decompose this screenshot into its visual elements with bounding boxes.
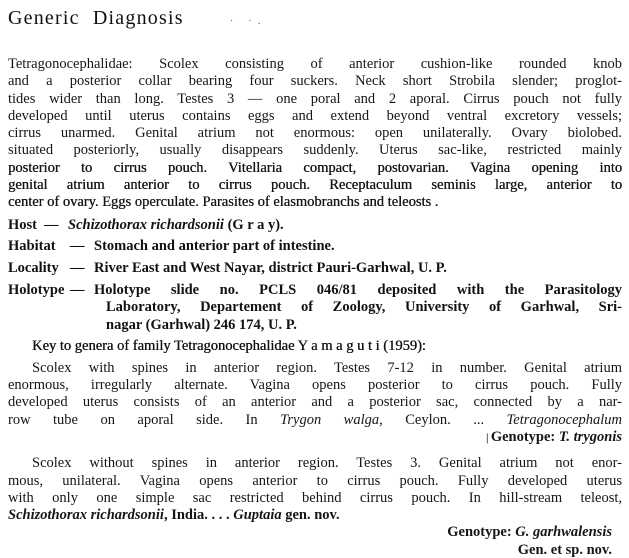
text-line: [8, 429, 622, 447]
text-segment: Stomach and anterior part of intestine.: [94, 238, 335, 255]
text-line: [94, 260, 622, 277]
text-segment: River East and West Nayar, district Pauri-Garhwal, U. P.: [94, 260, 447, 277]
text-line: [94, 299, 622, 316]
text-line: [8, 108, 622, 125]
text-line: [8, 394, 622, 411]
entry-holotype: [8, 282, 622, 334]
text-segment: with only one simple sac restricted behind cirrus pouch. In hill-stream teleost,: [8, 489, 622, 506]
text-line: [8, 412, 622, 429]
key-heading: Key to genera of family Tetragonocephalidae Y a m a g u t i (1959):: [32, 338, 426, 355]
text-segment: Schizothorax richardsonii: [8, 507, 164, 524]
text-segment: Laboratory, Departement of Zoology, University of Garhwal, Sri-: [106, 299, 622, 316]
entry-dash: —: [70, 282, 85, 299]
page-title: Generic Diagnosis: [8, 7, 184, 29]
text-segment: (G r a y).: [223, 216, 284, 233]
text-line: [8, 524, 622, 541]
key-couplet-guptaia: [8, 455, 622, 558]
text-line: [8, 490, 622, 507]
entry-host: [8, 217, 622, 234]
text-line: [8, 177, 622, 194]
entry-dash: —: [44, 216, 59, 233]
text-segment: and a posterior collar bearing four suckers. Neck short Strobila slender; proglot-: [8, 73, 622, 90]
text-segment: Tetragonocephalidae: Scolex consisting of anterior cushion-like rounded knob: [8, 56, 622, 72]
text-segment: T. trygonis: [558, 428, 622, 445]
entry-dash: —: [70, 260, 85, 277]
text-line: [8, 507, 622, 524]
text-line: [94, 238, 622, 255]
text-line: [8, 194, 622, 211]
text-segment: posterior to cirrus pouch. Vitellaria compact, postovarian. Vagina opening into: [8, 159, 622, 176]
text-segment: mous, unilateral. Vagina opens anterior to cirrus pouch. Fully developed uterus: [8, 472, 622, 489]
text-segment: Genotype:: [447, 524, 516, 541]
text-segment: situated posteriorly, usually disappears suddenly. Uterus sac-like, restricted mainly: [8, 142, 622, 159]
text-segment: Scolex with spines in anterior region. Testes 7-12 in number. Genital atrium: [32, 359, 622, 376]
key-couplet-tetragonocephalum: [8, 360, 622, 447]
text-segment: Guptaia: [233, 507, 282, 524]
text-segment: nagar (Garhwal) 246 174, U. P.: [106, 316, 297, 333]
text-segment: tides wider than long. Testes 3 — one poral and 2 aporal. Cirrus pouch not fully: [8, 90, 622, 107]
entry-dash: —: [70, 238, 85, 255]
entry-label: Habitat: [8, 238, 56, 255]
entry-text: [94, 238, 622, 255]
text-segment: cirrus unarmed. Genital atrium not enormous: open unilaterally. Ovary biolobed.: [8, 125, 622, 142]
text-line: [8, 56, 622, 73]
entry-locality: [8, 260, 622, 277]
text-segment: Schizothorax richardsonii: [68, 216, 224, 233]
text-line: [8, 73, 622, 90]
text-line: [8, 142, 622, 159]
text-segment: , India. . . .: [163, 507, 234, 524]
text-segment: center of ovary. Eggs operculate. Parasites of elasmobranchs and teleosts .: [8, 194, 439, 211]
text-line: [8, 160, 622, 177]
text-segment: Scolex without spines in anterior region. Testes 3. Genital atrium not enor-: [32, 455, 622, 472]
title-row: [8, 6, 622, 33]
text-line: [8, 377, 622, 394]
text-segment: Holotype slide no. PCLS 046/81 deposited with the Parasitology: [94, 282, 622, 299]
text-segment: enormous, irregularly alternate. Vagina opens posterior to cirrus pouch. Fully: [8, 377, 622, 394]
text-line: [94, 317, 622, 334]
text-line: [8, 455, 622, 472]
text-segment: row tube on aporal side. In: [8, 411, 281, 428]
entry-habitat: [8, 238, 622, 255]
text-segment: |: [486, 432, 491, 444]
entry-text: [94, 260, 622, 277]
scan-artifact-dots: · ·.: [229, 15, 267, 27]
text-segment: G. garhwalensis: [515, 524, 612, 541]
entry-label: Locality: [8, 260, 59, 277]
text-segment: genital atrium anterior to cirrus pouch. Receptaculum seminis large, anterior to: [8, 177, 622, 194]
text-line: [8, 91, 622, 108]
text-segment: Trygon walga: [280, 411, 380, 428]
text-segment: gen. nov.: [281, 507, 340, 524]
entry-text: [94, 282, 622, 334]
generic-diagnosis-paragraph: [8, 56, 622, 212]
text-segment: , Ceylon. ...: [379, 411, 507, 428]
text-line: [94, 282, 622, 299]
text-segment: developed until uterus contains eggs and extend beyond ventral excretory vessels;: [8, 107, 622, 124]
text-line: [8, 125, 622, 142]
entry-label: Host: [8, 216, 37, 233]
text-line: [8, 473, 622, 490]
text-segment: developed uterus consists of an anterior and a posterior sac, connected by a nar-: [8, 394, 622, 411]
text-line: [68, 217, 622, 234]
entry-label: Holotype: [8, 282, 65, 299]
entry-text: [68, 217, 622, 234]
text-segment: Gen. et sp. nov.: [517, 541, 612, 558]
text-segment: Genotype:: [490, 428, 559, 445]
text-segment: Tetragonocephalum: [506, 411, 623, 428]
text-line: [8, 360, 622, 377]
specimen-entries: [8, 217, 622, 334]
text-line: [8, 542, 622, 558]
